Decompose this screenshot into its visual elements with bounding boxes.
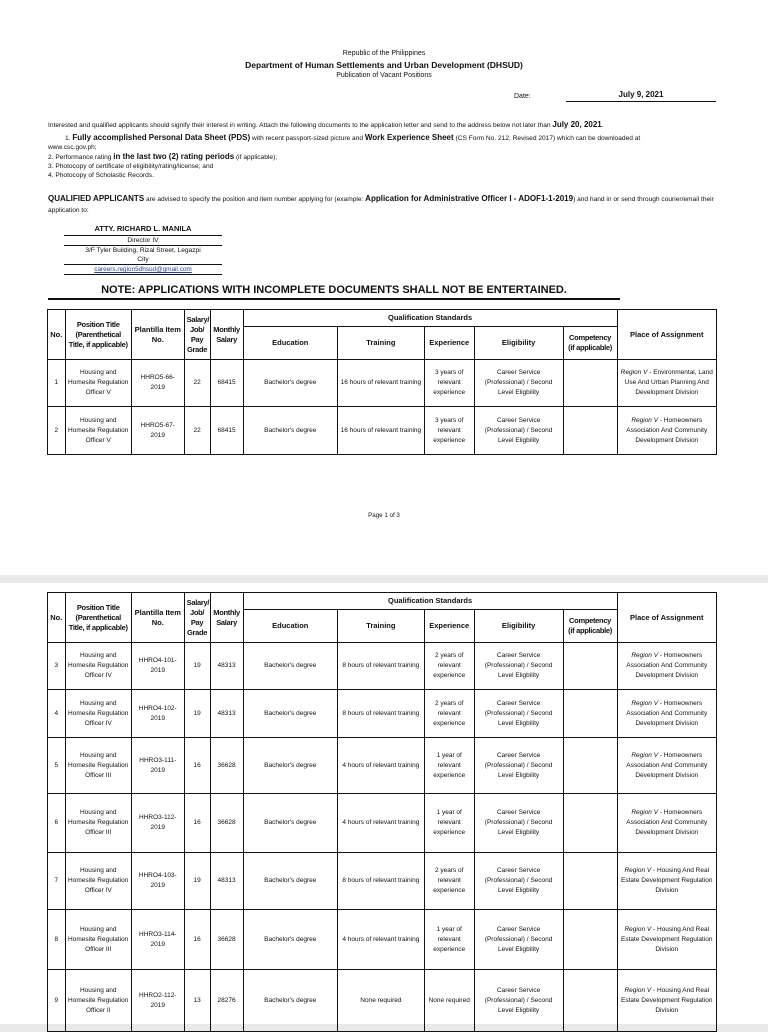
cell-education: Bachelor's degree — [243, 407, 337, 455]
cell-position: Housing and Homesite Regulation Officer IV — [65, 643, 131, 690]
cell-place-of-assignment — [617, 853, 717, 910]
cell-item: HHRO4-101-2019 — [131, 643, 184, 690]
cell-item: HHRO3-111-2019 — [131, 738, 184, 794]
cell-position: Housing and Homesite Regulation Officer III — [65, 910, 131, 970]
header-plantilla: Plantilla Item No. — [131, 593, 184, 643]
cell-education: Bachelor's degree — [243, 690, 337, 738]
cell-position: Housing and Homesite Regulation Officer II — [65, 970, 131, 1032]
cell-grade: 19 — [184, 643, 210, 690]
cell-no: 5 — [48, 738, 66, 794]
cell-grade: 19 — [184, 853, 210, 910]
cell-eligibility: Career Service (Professional) / Second Level Eligbility — [474, 853, 563, 910]
header-eligibility: Eligibility — [474, 610, 563, 643]
region-label: Region V — [620, 369, 648, 376]
cell-salary: 48313 — [210, 853, 243, 910]
header-qualification-standards: Qualification Standards — [243, 310, 617, 327]
requirement-1 — [48, 133, 728, 143]
cell-education: Bachelor's degree — [243, 970, 337, 1032]
division-label: - Homeowners Association And Community Development Division — [626, 699, 708, 727]
cell-no: 4 — [48, 690, 66, 738]
region-label: Region V — [631, 809, 659, 816]
header-qualification-standards: Qualification Standards — [243, 593, 617, 610]
header-training: Training — [337, 327, 424, 360]
cell-position: Housing and Homesite Regulation Officer V — [65, 407, 131, 455]
cell-eligibility: Career Service (Professional) / Second Level Eligbility — [474, 643, 563, 690]
publication-subtitle: Publication of Vacant Positions — [336, 72, 432, 79]
cell-competency — [563, 970, 617, 1032]
division-label: - Homeowners Association And Community Development Division — [626, 809, 708, 836]
cell-education: Bachelor's degree — [243, 360, 337, 407]
cell-experience: 1 year of relevant experience — [424, 794, 474, 853]
header-salary: Monthly Salary — [210, 310, 243, 360]
cell-competency — [563, 643, 617, 690]
address-line-2: City — [64, 255, 222, 265]
intro-text: Interested and qualified applicants should signify their interest in writing. Attach the following documents to the application letter and send to the address below not later than — [48, 122, 553, 129]
requirement-3: 3. Photocopy of certificate of eligibility/rating/license; and — [48, 163, 214, 170]
cell-no: 8 — [48, 910, 66, 970]
cell-place-of-assignment — [617, 794, 717, 853]
header-training: Training — [337, 610, 424, 643]
header-competency: Competency (if applicable) — [563, 610, 617, 643]
region-label: Region V — [624, 867, 652, 874]
cell-no: 6 — [48, 794, 66, 853]
address-line-1: 3/F Tyler Building, Rizal Street, Legazpi — [85, 247, 201, 254]
cell-competency — [563, 407, 617, 455]
incomplete-documents-note: NOTE: APPLICATIONS WITH INCOMPLETE DOCUMENTS SHALL NOT BE ENTERTAINED. — [48, 284, 620, 300]
cell-salary: 68415 — [210, 360, 243, 407]
cell-experience: 3 years of relevant experience — [424, 407, 474, 455]
requirement-2 — [48, 152, 728, 162]
cell-eligibility: Career Service (Professional) / Second Level Eligbility — [474, 738, 563, 794]
date-label: Date: — [514, 93, 531, 100]
region-label: Region V — [624, 986, 652, 994]
header-place: Place of Assignment — [617, 310, 717, 360]
header-eligibility: Eligibility — [474, 327, 563, 360]
cell-experience: 2 years of relevant experience — [424, 643, 474, 690]
division-label: - Homeowners Association And Community Development Division — [626, 652, 708, 679]
table-row — [48, 853, 717, 910]
cell-experience: 2 years of relevant experience — [424, 853, 474, 910]
cell-place-of-assignment — [617, 407, 717, 455]
cell-no: 9 — [48, 970, 66, 1032]
republic-heading: Republic of the Philippines — [342, 50, 426, 57]
cell-training: 4 hours of relevant training — [337, 738, 424, 794]
requirement-2-bold: in the last two (2) rating periods — [113, 152, 235, 161]
division-label: - Housing And Real Estate Development Regulation Division — [621, 867, 713, 894]
cell-item: HHRO5-67-2019 — [131, 407, 184, 455]
cell-competency — [563, 853, 617, 910]
vacancy-table-page-1 — [47, 309, 717, 455]
header-salary: Monthly Salary — [210, 593, 243, 643]
director-title: Director IV — [64, 236, 222, 246]
cell-item: HHRO3-114-2019 — [131, 910, 184, 970]
requirement-2-tail: (if applicable); — [234, 154, 278, 161]
email-link[interactable]: careers.region5dhsud@gmail.com — [64, 265, 222, 275]
requirement-1-number: 1. — [65, 135, 73, 142]
cell-item: HHRO5-66-2019 — [131, 360, 184, 407]
cell-competency — [563, 360, 617, 407]
department-title: Department of Human Settlements and Urban Development (DHSUD) — [245, 60, 523, 70]
cell-salary: 48313 — [210, 643, 243, 690]
cell-experience: None required — [424, 970, 474, 1032]
cell-experience: 3 years of relevant experience — [424, 360, 474, 407]
cell-place-of-assignment — [617, 970, 717, 1032]
cell-education: Bachelor's degree — [243, 738, 337, 794]
qualified-tail: ) and hand in or send through courier/email their application to: — [48, 196, 714, 214]
header-competency: Competency (if applicable) — [563, 327, 617, 360]
table-row — [48, 360, 717, 407]
cell-position: Housing and Homesite Regulation Officer IV — [65, 690, 131, 738]
division-label: - Environmental, Land Use And Urban Planning And Development Division — [624, 369, 713, 396]
cell-salary: 68415 — [210, 407, 243, 455]
cell-grade: 19 — [184, 690, 210, 738]
cell-competency — [563, 690, 617, 738]
cell-salary: 28276 — [210, 970, 243, 1032]
table-row — [48, 690, 717, 738]
cell-eligibility: Career Service (Professional) / Second Level Eligbility — [474, 794, 563, 853]
requirement-1-tail: (CS Form No. 212, Revised 2017) which can be downloaded at — [453, 135, 641, 142]
cell-position: Housing and Homesite Regulation Officer III — [65, 794, 131, 853]
table-row — [48, 910, 717, 970]
cell-place-of-assignment — [617, 738, 717, 794]
table-row — [48, 794, 717, 853]
division-label: - Homeowners Association And Community Development Division — [626, 416, 708, 444]
cell-position: Housing and Homesite Regulation Officer IV — [65, 853, 131, 910]
cell-training: 4 hours of relevant training — [337, 794, 424, 853]
cell-grade: 22 — [184, 407, 210, 455]
region-label: Region V — [631, 652, 659, 659]
address-block — [64, 224, 222, 275]
header-experience: Experience — [424, 610, 474, 643]
cell-eligibility: Career Service (Professional) / Second Level Eligbility — [474, 360, 563, 407]
cell-no: 7 — [48, 853, 66, 910]
cell-no: 3 — [48, 643, 66, 690]
cell-item: HHRO4-103-2019 — [131, 853, 184, 910]
cell-salary: 48313 — [210, 690, 243, 738]
cell-grade: 16 — [184, 794, 210, 853]
header-no: No. — [48, 310, 66, 360]
header-experience: Experience — [424, 327, 474, 360]
cell-experience: 1 year of relevant experience — [424, 738, 474, 794]
requirement-4: 4. Photocopy of Scholastic Records. — [48, 172, 154, 179]
table-row — [48, 738, 717, 794]
cell-training: 16 hours of relevant training — [337, 360, 424, 407]
cell-no: 1 — [48, 360, 66, 407]
cell-place-of-assignment — [617, 690, 717, 738]
cell-education: Bachelor's degree — [243, 794, 337, 853]
header-education: Education — [243, 327, 337, 360]
cell-eligibility: Career Service (Professional) / Second Level Eligbility — [474, 407, 563, 455]
division-label: - Housing And Real Estate Development Regulation Division — [621, 925, 713, 953]
cell-training: None required — [337, 970, 424, 1032]
cell-competency — [563, 738, 617, 794]
cell-salary: 36628 — [210, 794, 243, 853]
header-no: No. — [48, 593, 66, 643]
requirement-1-url: www.csc.gov.ph; — [48, 144, 97, 151]
requirement-2-pre: 2. Performance rating — [48, 154, 114, 161]
cell-item: HHRO2-112-2019 — [131, 970, 184, 1032]
cell-grade: 22 — [184, 360, 210, 407]
requirement-1-mid: with recent passport-sized picture and — [250, 135, 365, 142]
qualified-lead: QUALIFIED APPLICANTS — [48, 194, 145, 203]
cell-eligibility: Career Service (Professional) / Second Level Eligbility — [474, 690, 563, 738]
cell-eligibility: Career Service (Professional) / Second Level Eligbility — [474, 910, 563, 970]
intro-paragraph — [48, 120, 728, 129]
region-label: Region V — [631, 416, 659, 424]
qualified-mid: are advised to specify the position and item number applying for (example: — [144, 196, 366, 203]
cell-salary: 36628 — [210, 910, 243, 970]
cell-training: 16 hours of relevant training — [337, 407, 424, 455]
requirement-1-wes: Work Experience Sheet — [364, 133, 454, 142]
header-position: Position Title (Parenthetical Title, if applicable) — [65, 310, 131, 360]
division-label: - Housing And Real Estate Development Regulation Division — [621, 986, 713, 1014]
cell-grade: 16 — [184, 910, 210, 970]
requirements-list — [48, 133, 728, 180]
intro-end: . — [601, 122, 604, 129]
cell-place-of-assignment — [617, 360, 717, 407]
cell-eligibility: Career Service (Professional) / Second Level Eligbility — [474, 970, 563, 1032]
region-label: Region V — [631, 751, 659, 759]
cell-education: Bachelor's degree — [243, 910, 337, 970]
header-plantilla: Plantilla Item No. — [131, 310, 184, 360]
region-label: Region V — [624, 925, 652, 933]
cell-training: 4 hours of relevant training — [337, 910, 424, 970]
cell-salary: 36628 — [210, 738, 243, 794]
director-name: ATTY. RICHARD L. MANILA — [64, 224, 222, 236]
cell-education: Bachelor's degree — [243, 853, 337, 910]
header-grade: Salary/ Job/ Pay Grade — [184, 310, 210, 360]
cell-place-of-assignment — [617, 643, 717, 690]
table-row — [48, 643, 717, 690]
table-row — [48, 970, 717, 1032]
header-grade: Salary/ Job/ Pay Grade — [184, 593, 210, 643]
document-page-2 — [0, 583, 768, 1024]
cell-grade: 13 — [184, 970, 210, 1032]
header-place: Place of Assignment — [617, 593, 717, 643]
cell-training: 8 hours of relevant training — [337, 643, 424, 690]
cell-competency — [563, 910, 617, 970]
date-value: July 9, 2021 — [566, 90, 716, 102]
cell-training: 8 hours of relevant training — [337, 690, 424, 738]
requirement-1-pds: Fully accomplished Personal Data Sheet (PDS) — [72, 133, 251, 142]
cell-experience: 1 year of relevant experience — [424, 910, 474, 970]
cell-position: Housing and Homesite Regulation Officer V — [65, 360, 131, 407]
cell-place-of-assignment — [617, 910, 717, 970]
cell-item: HHRO3-112-2019 — [131, 794, 184, 853]
qualified-applicants-paragraph — [48, 193, 728, 216]
header-position: Position Title (Parenthetical Title, if applicable) — [65, 593, 131, 643]
cell-training: 8 hours of relevant training — [337, 853, 424, 910]
cell-no: 2 — [48, 407, 66, 455]
vacancy-table-page-2 — [47, 592, 717, 1032]
cell-position: Housing and Homesite Regulation Officer III — [65, 738, 131, 794]
table-row — [48, 407, 717, 455]
page-number: Page 1 of 3 — [368, 512, 400, 519]
cell-education: Bachelor's degree — [243, 643, 337, 690]
cell-grade: 16 — [184, 738, 210, 794]
region-label: Region V — [631, 699, 659, 707]
cell-competency — [563, 794, 617, 853]
division-label: - Homeowners Association And Community Development Division — [626, 751, 708, 779]
cell-item: HHRO4-102-2019 — [131, 690, 184, 738]
deadline-date: July 20, 2021 — [552, 120, 602, 129]
qualified-example: Application for Administrative Officer I - ADOF1-1-2019 — [365, 194, 574, 203]
header-education: Education — [243, 610, 337, 643]
cell-experience: 2 years of relevant experience — [424, 690, 474, 738]
